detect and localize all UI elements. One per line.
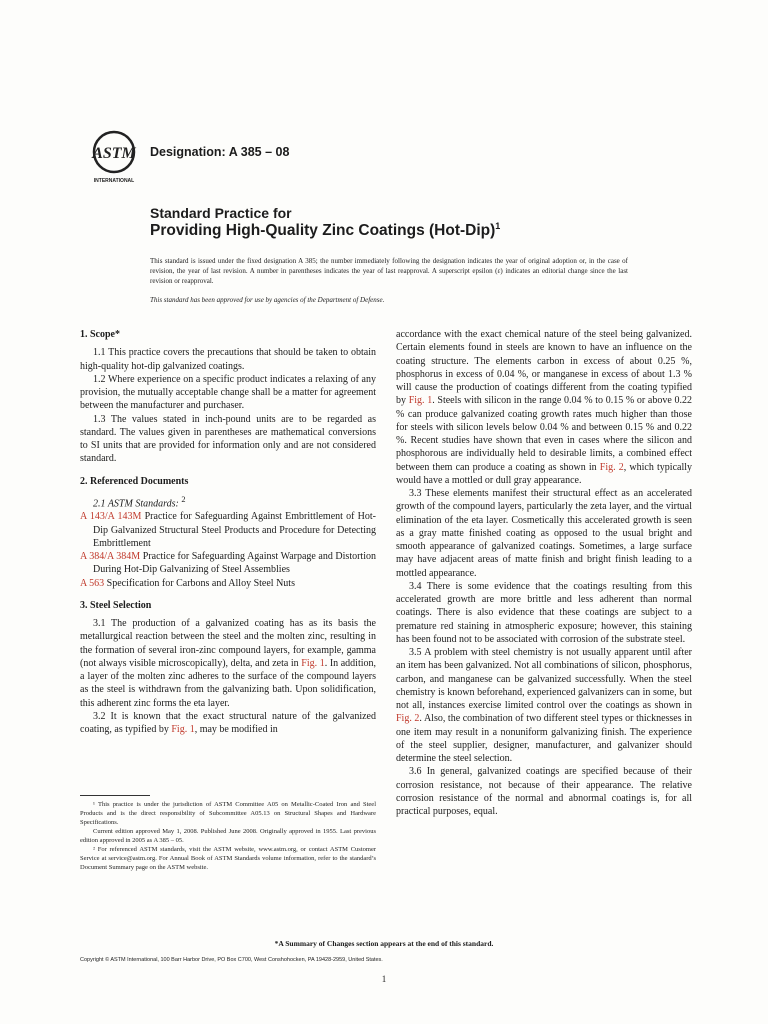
- fig-link[interactable]: Fig. 2: [599, 461, 624, 473]
- logo-text: ASTM: [92, 145, 136, 162]
- fig-link[interactable]: Fig. 1: [171, 724, 195, 736]
- fig-link[interactable]: Fig. 1: [301, 657, 325, 669]
- title-line1: Standard Practice for: [150, 205, 292, 221]
- text-span: , may be modified in: [194, 724, 278, 736]
- astm-logo-mark: [84, 128, 144, 186]
- ref-text: Specification for Carbons and Alloy Steel Nuts: [106, 577, 295, 589]
- designation: Designation: A 385 – 08: [150, 145, 290, 159]
- logo-subtext: INTERNATIONAL: [93, 178, 135, 184]
- ref-item: [80, 577, 376, 590]
- footnote-2: ² For referenced ASTM standards, visit the ASTM website, www.astm.org, or contact ASTM Customer Service at service@astm.org. For Annual Book of ASTM Standards volume information, refer to the standard’s Document Summary page on the ASTM website.: [80, 846, 376, 871]
- copyright: Copyright © ASTM International, 100 Barr Harbor Drive, PO Box C700, West Conshohocken, PA 19428-2959, United States.: [80, 957, 383, 963]
- ref-item: [80, 550, 376, 577]
- ref-link[interactable]: A 563: [80, 577, 105, 589]
- text-span: . Steels with silicon in the range 0.04 % to 0.15 % or above 0.22 % can produce galvanized coating growth rates much higher than those for steels with silicon levels below 0.04 % and between 0.15 % and 0.22 %. Recent studies have shown that even in cases where the silicon and phosphorous are individually held to desirable limits, a combined effect between them can produce a coating as shown in: [396, 395, 692, 473]
- text-span: . In addition, a layer of the molten zinc adheres to the surface of the compound layers as the steel is withdrawn from the galvanizing bath. Upon solidification, this adherent zinc forms the eta layer.: [80, 657, 377, 709]
- right-column: [396, 328, 692, 818]
- para-1-1: 1.1 This practice covers the precautions that should be taken to obtain high-quality hot-dip galvanized coatings.: [80, 347, 376, 372]
- ref-text: Practice for Safeguarding Against Warpage and Distortion During Hot-Dip Galvanizing of Steel Assemblies: [93, 551, 376, 576]
- dod-notice: This standard has been approved for use by agencies of the Department of Defense.: [150, 296, 385, 304]
- fig-link[interactable]: Fig. 1: [408, 395, 433, 407]
- standard-notice: This standard is issued under the fixed designation A 385; the number immediately following the designation indicates the year of original adoption or, in the case of revision, the year of last revision. A number in parentheses indicates the year of last reapproval. A superscript epsilon (ε) indicates an editorial change since the last revision or reapproval.: [150, 257, 628, 285]
- para-3-5: [396, 646, 692, 765]
- text-span: 3.1 The production of a galvanized coating has as its basis the metallurgical reaction between the steel and the molten zinc, resulting in the formation of several iron-zinc compound layers, for example, gamma (not always visible microscopically), delta, and zeta in: [80, 618, 376, 669]
- ref-text: Practice for Safeguarding Against Embrittlement of Hot-Dip Galvanized Structural Steel Products and Procedure for Detecting Embrittlement: [93, 511, 376, 549]
- footnote-divider: [80, 795, 150, 796]
- para-1-2: 1.2 Where experience on a specific product indicates a relaxing of any provision, the mutually acceptable change shall be a matter for agreement between the manufacturer and purchaser.: [80, 373, 376, 412]
- text-span: 3.2 It is known that the exact structural nature of the galvanized coating, as typified by: [80, 710, 376, 736]
- title-main: Providing High-Quality Zinc Coatings (Hot-Dip): [150, 222, 496, 240]
- fig-link[interactable]: Fig. 2: [396, 713, 420, 725]
- title-footnote-mark: 1: [495, 221, 501, 231]
- para-3-4: 3.4 There is some evidence that the coatings resulting from this accelerated growth are more brittle and less adherent than normal coatings. There is also evidence that these coatings are subject to a premature red staining in atmospheric exposure; however, this staining has been found not to be associated with corrosion of the substrate steel.: [396, 580, 692, 645]
- text-span: 3.5 A problem with steel chemistry is not usually apparent until after an item has been galvanized. Not all combinations of silicon, phosphorus, carbon, and manganese can be galvanized successfully. When the steel chemistry is known beforehand, experienced galvanizers can in some, but not all, instances exercise limited control over the coatings as shown in: [396, 647, 692, 711]
- para-2-1: [80, 493, 376, 511]
- para-3-2: [80, 710, 376, 737]
- text-span: . Also, the combination of two different steel types or thicknesses in one item may result in a nonuniform galvanizing finish. The experience of the steel supplier, designer, manufacturer, and galvanizer should determine the steel selection.: [396, 713, 692, 764]
- text-span: accordance with the exact chemical nature of the steel being galvanized. Certain elements found in steels are known to have an influence on the coating structure. The elements carbon in excess of about 0.25 %, phosphorus in excess of 0.04 %, or manganese in excess of about 1.3 % will cause the production of coatings different from the coating typified by: [396, 329, 692, 407]
- title-line2: [150, 221, 500, 240]
- footnote-1: ¹ This practice is under the jurisdiction of ASTM Committee A05 on Metallic-Coated Iron and Steel Products and is the direct responsibility of Subcommittee A05.13 on Structural Shapes and Hardware Specifications.: [80, 801, 376, 826]
- footnotes: [80, 800, 376, 872]
- para-3-1: [80, 617, 376, 710]
- ref-link[interactable]: A 143/A 143M: [80, 511, 142, 523]
- para-3-6: 3.6 In general, galvanized coatings are specified because of their corrosion resistance, not because of their appearance. The relative corrosion resistance of the normal and abnormal coatings is, for all practical purposes, equal.: [396, 766, 692, 817]
- text-span: , which typically would have a mottled or dull gray appearance.: [396, 461, 692, 486]
- astm-standards-label: 2.1 ASTM Standards:: [93, 498, 179, 510]
- ref-item: [80, 510, 376, 550]
- footnote-1b: Current edition approved May 1, 2008. Published June 2008. Originally approved in 1955. Last previous edition approved in 2005 as A 385 – 05.: [80, 828, 376, 844]
- section-2-heading: 2. Referenced Documents: [80, 475, 189, 487]
- para-3-3: 3.3 These elements manifest their structural effect as an accelerated growth of the compound layers, particularly the zeta layer, and the virtual elimination of the eta layer. Cosmetically this accelerated growth is seen as a gray matte finished coating as opposed to the usual bright and smooth appearance of galvanized coatings. Sometimes, a large surface may have adjacent areas of matte finish and bright finish leading to a mottled appearance.: [396, 488, 692, 579]
- section-3-heading: 3. Steel Selection: [80, 599, 152, 611]
- summary-note: *A Summary of Changes section appears at the end of this standard.: [274, 939, 494, 948]
- left-column: [80, 328, 376, 736]
- para-1-3: 1.3 The values stated in inch-pound units are to be regarded as standard. The values given in parentheses are mathematical conversions to SI units that are provided for information only and are not considered standard.: [80, 413, 376, 465]
- para-3-2-cont: [396, 328, 692, 487]
- ref-link[interactable]: A 384/A 384M: [80, 551, 141, 563]
- astm-logo: [84, 128, 144, 186]
- page-number: 1: [381, 974, 387, 984]
- footnote-mark-2: 2: [181, 494, 186, 504]
- section-1-heading: 1. Scope*: [80, 329, 120, 340]
